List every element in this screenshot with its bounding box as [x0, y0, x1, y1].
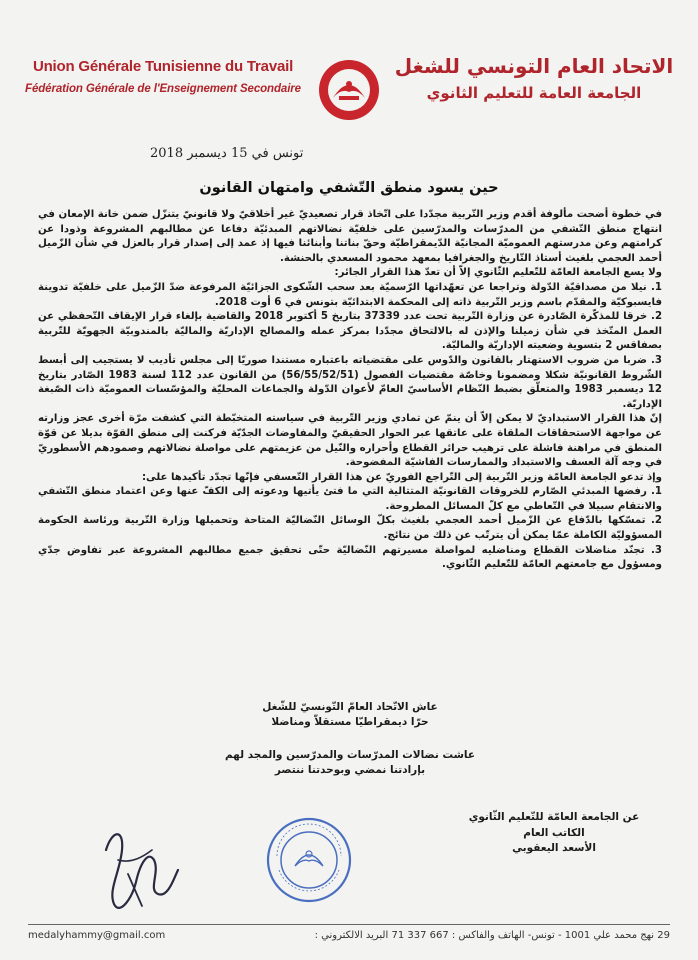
footer-email: medalyhammy@gmail.com [28, 930, 166, 941]
paragraph-demand-1: 1. رفضها المبدئي الصّارم للخروقات القانونيّة المتتالية التي ما فتئ يأتيها ودعوته إلى الكفّ عنها وعن اعتماد منطق التّشفي والانتقام سبيلا في التّعاطي مع كلّ المسائل المطروحة. [38, 486, 662, 512]
document-title: حين يسود منطق التّشفي وامتهان القانون [199, 180, 499, 196]
closing-slogan-1 [140, 700, 560, 730]
signature-org: عن الجامعة العامّة للتّعليم الثّانوي [468, 811, 640, 823]
header-fr-federation: Fédération Générale de l'Enseignement Secondaire [25, 83, 301, 95]
document-body [38, 208, 662, 573]
signature-role: الكاتب العام [523, 826, 585, 839]
stamp-seal-icon [265, 816, 353, 904]
footer [28, 930, 670, 941]
paragraph-intro: في خطوة أضحت مألوفة أقدم وزير التّربية مجدّدا على اتّخاذ قرار تصعيديّ غير أخلاقيّ ولا قانونيّ يتنزّل ضمن خانة الإمعان في انتهاج منطق التّشفي من المدرّسات والمدرّسين على خلفيّة نضالاتهم المبدئيّة دفاعا عن مطالبهم المشروعة وذودا عن كرامتهم وعن مدرستهم العموميّة المجانيّة الدّيمقراطيّة وحقّ بناتنا وأبنائنا فيها إذ عمد إلى إصدار قرار بالعزل في شأن الزّميل أحمد العجمي بلغيث أستاذ التّاريخ والجغرافيا بمعهد محمود المسعدي بالحنشة. [38, 209, 662, 264]
paragraph-demand-2: 2. تمسّكها بالدّفاع عن الزّميل أحمد العجمي بلغيث بكلّ الوسائل النّضاليّة المتاحة وتحميلها وزارة التّربية ورئاسة الحكومة المسؤوليّة الكاملة عمّا يمكن أن يترتّب عن ذلك من نتائج. [38, 515, 662, 542]
handwritten-signature-icon [78, 820, 198, 920]
paragraph-point-1: 1. نيلا من مصداقيّة الدّولة وتراجعا عن تعهّداتها الرّسميّة بعد سحب الشّكوى الجزائيّة المرفوعة ضدّ الزّميل على خلفيّة تدوينة فايسبوكيّة والمقدّم باسم وزير التّربية ذاته إلى المحكمة الابتدائيّة بتونس في 6 أوت 2018. [38, 281, 662, 308]
document-date: تونس في 15 ديسمبر 2018 [150, 146, 304, 161]
closing-slogan-2 [140, 748, 560, 778]
header-ar-federation: الجامعة العامة للتعليم الثانوي [426, 84, 642, 102]
paragraph-demand-3: 3. تجنّد مناضلات القطاع ومناضليه لمواصلة مسيرتهم النّضاليّة حتّى تحقيق جميع مطالبهم المشروعة عبر تفاوض جدّي ومسؤول مع جامعتهم العامّة للتّعليم الثّانوي. [38, 544, 662, 571]
closing-line-1: عاش الاتّحاد العامّ التّونسيّ للشّغل [262, 701, 438, 713]
closing-line-4: بإرادتنا نمضي وبوحدتنا ننتصر [274, 764, 426, 776]
header-french [18, 58, 308, 95]
paragraph-point-3: 3. ضربا من ضروب الاستهتار بالقانون والدّوس على مقتضياته باعتباره مستندا صوريّا إلى مجلس تأديب لا يستجيب إلى أبسط الشّروط القانونيّة شكلا ومضمونا وخاصّة مقتضيات الفصول (56/55/52/51) من القانون عدد 112 لسنة 1983 الصّادر بتاريخ 12 ديسمبر 1983 والمتعلّق بضبط النّظام الأساسيّ العامّ لأعوان الدّولة والجماعات المحليّة والمؤسّسات العموميّة ذات الصّبغة الإداريّة. [38, 354, 662, 410]
paragraph-call: وإذ تدعو الجامعة العامّة وزير التّربية إلى التّراجع الفوريّ عن هذا القرار التّعسفي فإنّها تجدّد تأكيدها على: [141, 471, 662, 483]
paragraph-point-2: 2. خرقا للمذكّرة الصّادرة عن وزارة التّربية تحت عدد 37339 بتاريخ 5 أكتوبر 2018 والقاضية بإلغاء قرار الإيقاف التّحفظي عن العمل المتّخذ في شأن زميلنا والإذن له بالالتحاق مجدّدا بمركز عمله والمصالح الإداريّة والماليّة بالمندوبيّة الجهويّة للتّربية بصفاقس 2 بتسوية وضعيته الإداريّة والماليّة. [38, 311, 663, 352]
header-fr-union: Union Générale Tunisienne du Travail [32, 58, 294, 75]
closing-line-3: عاشت نضالات المدرّسات والمدرّسين والمجد لهم [224, 749, 476, 761]
signature-name: الأسعد اليعقوبي [512, 842, 596, 854]
paragraph-condemnation: إنّ هذا القرار الاستبداديّ لا يمكن إلاّ أن ينمّ عن تمادي وزير التّربية في سياسته المتخبّطة التي كشفت مرّة أخرى عجز وزارته عن مواجهة الاستحقاقات الملقاة على عاتقها عبر الحوار الحقيقيّ والمفاوضات الجدّيّة فركنت إلى منطق القوّة بديلا عن قوّة المنطق في مراهنة فاشلة على ترهيب حرائر القطاع وأحراره والنّيل من عزيمتهم على مواصلة نضالاتهم وصمودهم الأسطوريّ في وجه آلة العسف والاستبداد والممارسات الفاشيّة المفضوحة. [38, 413, 662, 469]
header-ar-union: الاتحاد العام التونسي للشغل [394, 54, 674, 78]
header-arabic [384, 54, 684, 102]
paragraph-lead: ولا يسع الجامعة العامّة للتّعليم الثّانوي إلاّ أن تعدّ هذا القرار الجائر: [334, 267, 662, 279]
footer-divider [28, 924, 670, 925]
signature-block [444, 810, 664, 857]
closing-line-2: حرّا ديمقراطيّا مستقلاّ ومناضلا [271, 716, 429, 728]
ugtt-logo-icon [317, 58, 381, 122]
footer-address: 29 نهج محمد علي 1001 - تونس- الهاتف والفاكس : 667 337 71 البريد الالكتروني : [314, 930, 670, 941]
